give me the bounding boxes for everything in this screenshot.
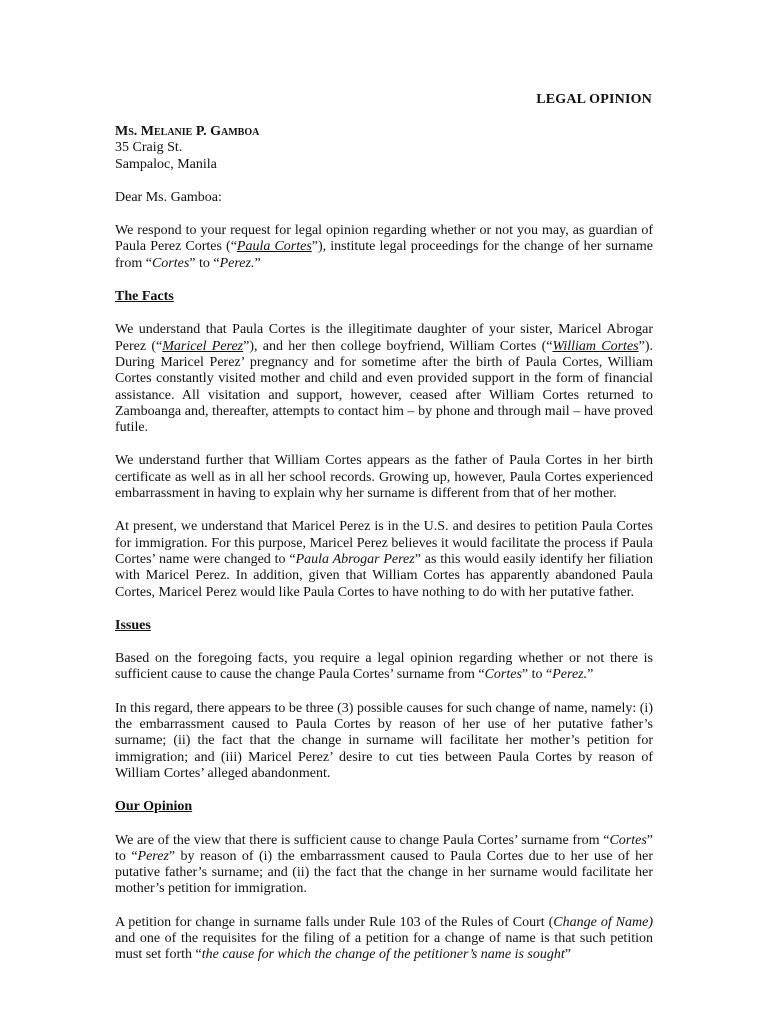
emphasis: Cortes bbox=[609, 832, 647, 848]
emphasis: Cortes bbox=[484, 667, 522, 683]
emphasis: Cortes bbox=[151, 255, 190, 271]
salutation: Dear Ms. Gamboa: bbox=[115, 189, 222, 205]
emphasis: Perez bbox=[137, 848, 169, 864]
addressee-city: Sampaloc, Manila bbox=[115, 156, 217, 172]
section-heading-issues: Issues bbox=[115, 617, 151, 633]
facts-paragraph-3: At present, we understand that Maricel Perez is in the U.S. and desires to petition Paula Cortes for immigration. For this purpose, Maricel Perez believes it would facilitate the process if Paula Cortes’ name were changed to “Paula Abrogar Perez” as this would easily identify her filiation with Maricel Perez. In addition, given that William Cortes has apparently abandoned Paula Cortes, Maricel Perez would like Paula Cortes to have nothing to do with her putative father. bbox=[115, 519, 654, 600]
emphasis: Paula Abrogar Perez bbox=[295, 551, 415, 567]
issues-paragraph-1: Based on the foregoing facts, you require a legal opinion regarding whether or not there is sufficient cause to cause the change Paula Cortes’ surname from “Cortes” to “Perez.” bbox=[115, 651, 653, 683]
emphasis: the cause for which the change of the petitioner’s name is sought bbox=[201, 947, 565, 963]
document-body bbox=[115, 124, 653, 981]
section-heading-facts: The Facts bbox=[115, 289, 174, 305]
document-title: LEGAL OPINION bbox=[536, 92, 652, 107]
defined-term: Paula Cortes bbox=[236, 239, 312, 255]
facts-paragraph-1: We understand that Paula Cortes is the illegitimate daughter of your sister, Maricel Abrogar Perez (“Maricel Perez”), and her then college boyfriend, William Cortes (“William Cortes”). During Maricel Perez’ pregnancy and for sometime after the birth of Paula Cortes, William Cortes constantly visited mother and child and even provided support in the form of financial assistance. All visitation and support, however, ceased after William Cortes returned to Zamboanga and, thereafter, attempts to contact him – by phone and through mail – have proved futile. bbox=[115, 322, 653, 436]
section-heading-opinion: Our Opinion bbox=[115, 799, 193, 815]
opinion-paragraph-2: A petition for change in surname falls under Rule 103 of the Rules of Court (Change of Name) and one of the requisites for the filing of a petition for a change of name is that such petition must set forth “the cause for which the change of the petitioner’s name is sought” bbox=[115, 914, 654, 963]
emphasis: Perez. bbox=[219, 255, 255, 271]
emphasis: Change of Name) bbox=[553, 914, 654, 930]
emphasis: Perez. bbox=[552, 667, 588, 683]
defined-term: William Cortes bbox=[552, 338, 639, 354]
opinion-paragraph-1: We are of the view that there is sufficient cause to change Paula Cortes’ surname from “Cortes” to “Perez” by reason of (i) the embarrassment caused to Paula Cortes due to her use of her putative father’s surname; and (ii) the fact that the change in her surname would facilitate her mother’s petition for immigration. bbox=[115, 832, 653, 897]
addressee-street: 35 Craig St. bbox=[115, 140, 183, 156]
intro-paragraph: We respond to your request for legal opinion regarding whether or not you may, as guardian of Paula Perez Cortes (“Paula Cortes”), institute legal proceedings for the change of her surname from “Cortes” to “Perez.” bbox=[115, 223, 653, 271]
facts-paragraph-2: We understand further that William Cortes appears as the father of Paula Cortes in her birth certificate as well as in all her school records. Growing up, however, Paula Cortes experienced embarrassment in having to explain why her surname is different from that of her mother. bbox=[115, 453, 653, 502]
defined-term: Maricel Perez bbox=[162, 338, 244, 354]
addressee-name: Ms. Melanie P. Gamboa bbox=[115, 124, 260, 139]
issues-paragraph-2: In this regard, there appears to be three (3) possible causes for such change of name, namely: (i) the embarrassment caused to Paula Cortes by reason of her use of her putative father’s surname; (ii) the fact that the change in surname will facilitate her mother’s petition for immigration; and (iii) Maricel Perez’ desire to cut ties between Paula Cortes by reason of William Cortes’ alleged abandonment. bbox=[115, 700, 653, 781]
addressee-block bbox=[115, 124, 653, 173]
